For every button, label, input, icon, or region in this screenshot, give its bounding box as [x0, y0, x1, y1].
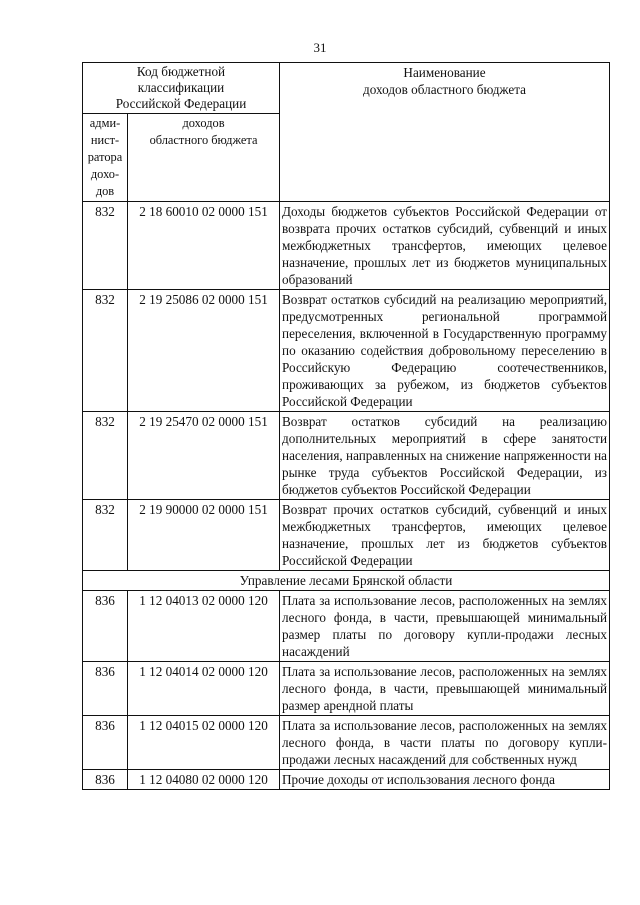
income-name-cell: Плата за использование лесов, расположенных на землях лесного фонда, в части, превышающей минимальный размер платы по договору купли-продажи лесных насаждений: [280, 591, 610, 662]
header-group-line: классификации: [137, 80, 225, 95]
table-row: [83, 662, 610, 716]
header-admin-line: дов: [95, 184, 115, 198]
header-administrator: [83, 114, 128, 202]
page-number: 31: [313, 40, 327, 55]
income-name-cell: Прочие доходы от использования лесного фонда: [280, 770, 610, 790]
table-body: [83, 202, 610, 790]
budget-code-cell: 2 18 60010 02 0000 151: [128, 202, 280, 290]
budget-code-cell: 1 12 04080 02 0000 120: [128, 770, 280, 790]
income-name-cell: Плата за использование лесов, расположенных на землях лесного фонда, в части, превышающей минимальный размер арендной платы: [280, 662, 610, 716]
header-regional-income: [128, 114, 280, 202]
header-name-line: доходов областного бюджета: [363, 82, 526, 97]
table-row: [83, 591, 610, 662]
table-row: [83, 202, 610, 290]
admin-code-cell: 832: [83, 500, 128, 571]
header-income-line: доходов: [182, 116, 225, 130]
header-name-line: Наименование: [403, 65, 486, 80]
budget-code-cell: 2 19 90000 02 0000 151: [128, 500, 280, 571]
header-admin-line: дохо-: [90, 167, 120, 181]
table-header: [83, 63, 610, 202]
table-row: [83, 770, 610, 790]
admin-code-cell: 836: [83, 770, 128, 790]
admin-code-cell: 836: [83, 662, 128, 716]
budget-code-cell: 1 12 04014 02 0000 120: [128, 662, 280, 716]
income-name-cell: Возврат остатков субсидий на реализацию дополнительных мероприятий в сфере занятости населения, направленных на снижение напряженности на рынке труда субъектов Российской Федерации, из бюджетов субъектов Российской Федерации: [280, 412, 610, 500]
budget-code-cell: 2 19 25086 02 0000 151: [128, 290, 280, 412]
income-name-cell: Доходы бюджетов субъектов Российской Федерации от возврата прочих остатков субсидий, субвенций и иных межбюджетных трансфертов, имеющих целевое назначение, прошлых лет из бюджетов муниципальных образований: [280, 202, 610, 290]
header-admin-line: ратора: [87, 150, 123, 164]
admin-code-cell: 836: [83, 716, 128, 770]
header-budget-classification: [83, 63, 280, 114]
table-row: [83, 290, 610, 412]
budget-income-table: [82, 62, 610, 790]
income-name-cell: Плата за использование лесов, расположенных на землях лесного фонда, в части платы по договору купли-продажи лесных насаждений для собственных нужд: [280, 716, 610, 770]
table-row: [83, 412, 610, 500]
section-title: Управление лесами Брянской области: [83, 571, 610, 591]
table-row: [83, 716, 610, 770]
header-income-line: областного бюджета: [149, 133, 258, 147]
budget-code-cell: 2 19 25470 02 0000 151: [128, 412, 280, 500]
header-group-line: Российской Федерации: [115, 96, 247, 111]
header-group-line: Код бюджетной: [136, 64, 226, 79]
income-name-cell: Возврат прочих остатков субсидий, субвенций и иных межбюджетных трансфертов, имеющих целевое назначение, прошлых лет из бюджетов субъектов Российской Федерации: [280, 500, 610, 571]
table-row: [83, 500, 610, 571]
budget-code-cell: 1 12 04013 02 0000 120: [128, 591, 280, 662]
section-row: [83, 571, 610, 591]
header-income-name: [280, 63, 610, 202]
income-name-cell: Возврат остатков субсидий на реализацию мероприятий, предусмотренных региональной программой переселения, включенной в Государственную программу по оказанию содействия добровольному переселению в Российскую Федерацию соотечественников, проживающих за рубежом, из бюджетов субъектов Российской Федерации: [280, 290, 610, 412]
header-admin-line: нист-: [90, 133, 120, 147]
admin-code-cell: 832: [83, 202, 128, 290]
admin-code-cell: 832: [83, 412, 128, 500]
admin-code-cell: 832: [83, 290, 128, 412]
header-admin-line: адми-: [89, 116, 121, 130]
admin-code-cell: 836: [83, 591, 128, 662]
budget-code-cell: 1 12 04015 02 0000 120: [128, 716, 280, 770]
